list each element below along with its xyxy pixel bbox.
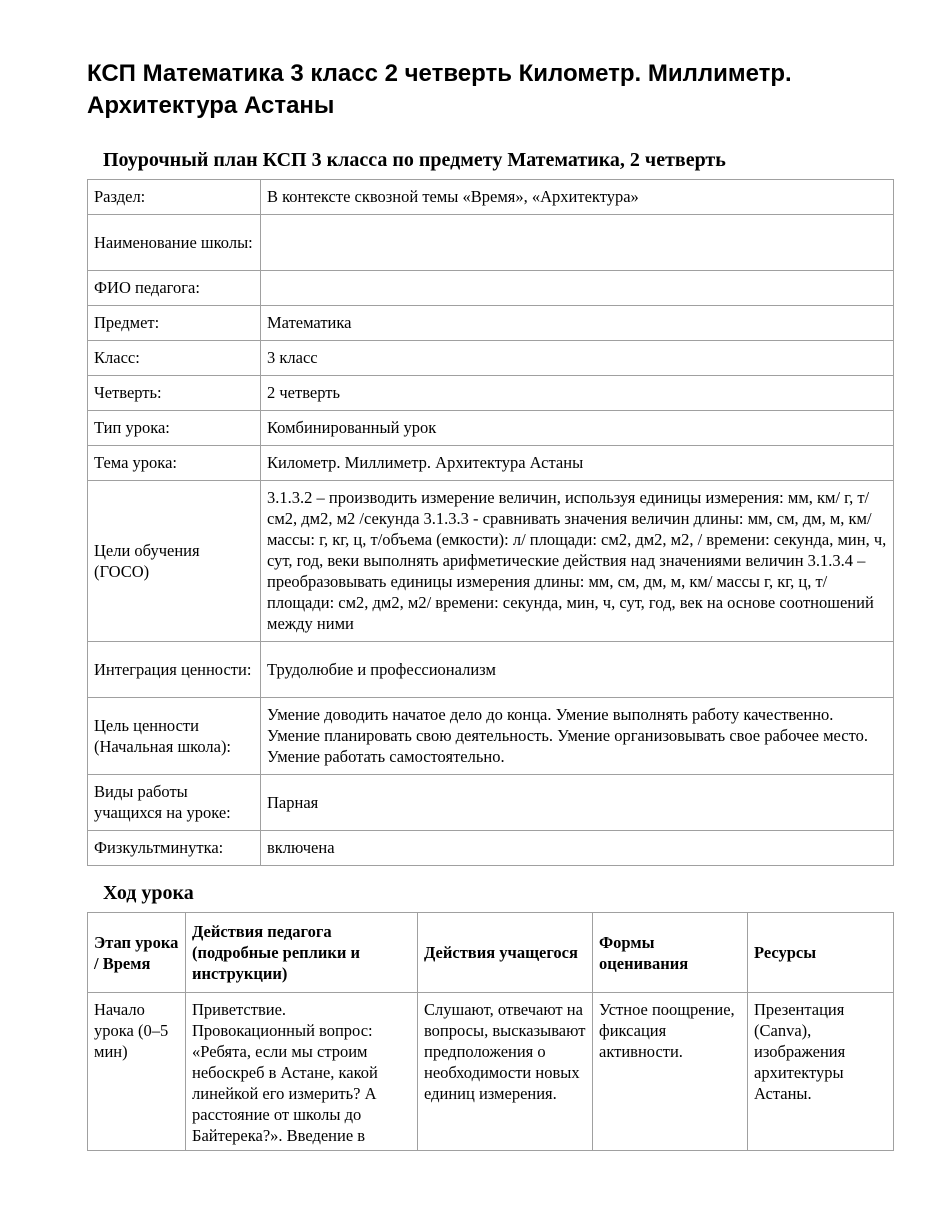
row-value <box>261 271 894 306</box>
column-header: Этап урока / Время <box>88 913 186 993</box>
table-row <box>88 306 894 341</box>
row-label: ФИО педагога: <box>88 271 261 306</box>
row-value: 3 класс <box>261 341 894 376</box>
table-cell: Слушают, отвечают на вопросы, высказывают предположения о необходимости новых единиц измерения. <box>418 993 593 1151</box>
table-row <box>88 341 894 376</box>
column-header: Действия педагога (подробные реплики и инструкции) <box>186 913 418 993</box>
table-cell: Начало урока (0–5 мин) <box>88 993 186 1151</box>
table-row <box>88 180 894 215</box>
row-value <box>261 215 894 271</box>
row-label: Четверть: <box>88 376 261 411</box>
row-value: 3.1.3.2 – производить измерение величин, используя единицы измерения: мм, км/ г, т/см2, дм2, м2 /секунда 3.1.3.3 - сравнивать значения величин длины: мм, см, дм, м, км/массы: г, кг, ц, т/объема (емкости): л/ площади: см2, дм2, м2, / времени: секунда, мин, ч, сут, год, веки выполнять арифметические действия над значениями величин 3.1.3.4 – преобразовывать единицы измерения длины: мм, см, дм, м, км/ массы г, кг, ц, т/ площади: см2, дм2, м2/ времени: секунда, мин, ч, сут, год, век на основе соотношений между ними <box>261 481 894 642</box>
row-value: Трудолюбие и профессионализм <box>261 642 894 698</box>
table-cell: Приветствие. Провокационный вопрос: «Ребята, если мы строим небоскреб в Астане, какой линейкой его измерить? А расстояние от школы до Байтерека?». Введение в <box>186 993 418 1151</box>
row-label: Тема урока: <box>88 446 261 481</box>
row-value: 2 четверть <box>261 376 894 411</box>
table-row <box>88 271 894 306</box>
table-row <box>88 376 894 411</box>
row-value: Километр. Миллиметр. Архитектура Астаны <box>261 446 894 481</box>
table-row <box>88 642 894 698</box>
row-label: Тип урока: <box>88 411 261 446</box>
lesson-flow-table <box>87 912 894 1151</box>
table-row <box>88 775 894 831</box>
row-label: Предмет: <box>88 306 261 341</box>
document-title: КСП Математика 3 класс 2 четверть Километр. Миллиметр. Архитектура Астаны <box>87 60 792 119</box>
row-value: Комбинированный урок <box>261 411 894 446</box>
table-row <box>88 411 894 446</box>
column-header: Формы оценивания <box>593 913 748 993</box>
column-header: Действия учащегося <box>418 913 593 993</box>
row-label: Цели обучения (ГОСО) <box>88 481 261 642</box>
row-label: Цель ценности (Начальная школа): <box>88 698 261 775</box>
row-label: Класс: <box>88 341 261 376</box>
row-value: Умение доводить начатое дело до конца. Умение выполнять работу качественно. Умение планировать свою деятельность. Умение организовывать свое рабочее место. Умение работать самостоятельно. <box>261 698 894 775</box>
table-row <box>88 481 894 642</box>
plan-heading: Поурочный план КСП 3 класса по предмету Математика, 2 четверть <box>103 149 726 171</box>
row-label: Раздел: <box>88 180 261 215</box>
table-cell: Презентация (Canva), изображения архитектуры Астаны. <box>748 993 894 1151</box>
row-value: Математика <box>261 306 894 341</box>
table-row <box>88 698 894 775</box>
row-label: Интеграция ценности: <box>88 642 261 698</box>
row-value: Парная <box>261 775 894 831</box>
table-row <box>88 446 894 481</box>
row-label: Физкультминутка: <box>88 831 261 866</box>
row-value: включена <box>261 831 894 866</box>
column-header: Ресурсы <box>748 913 894 993</box>
lesson-heading: Ход урока <box>103 882 194 904</box>
table-row <box>88 215 894 271</box>
table-row <box>88 993 894 1151</box>
table-cell: Устное поощрение, фиксация активности. <box>593 993 748 1151</box>
row-label: Наименование школы: <box>88 215 261 271</box>
row-value: В контексте сквозной темы «Время», «Архитектура» <box>261 180 894 215</box>
row-label: Виды работы учащихся на уроке: <box>88 775 261 831</box>
table-row <box>88 831 894 866</box>
table-header-row <box>88 913 894 993</box>
lesson-plan-table <box>87 179 894 866</box>
